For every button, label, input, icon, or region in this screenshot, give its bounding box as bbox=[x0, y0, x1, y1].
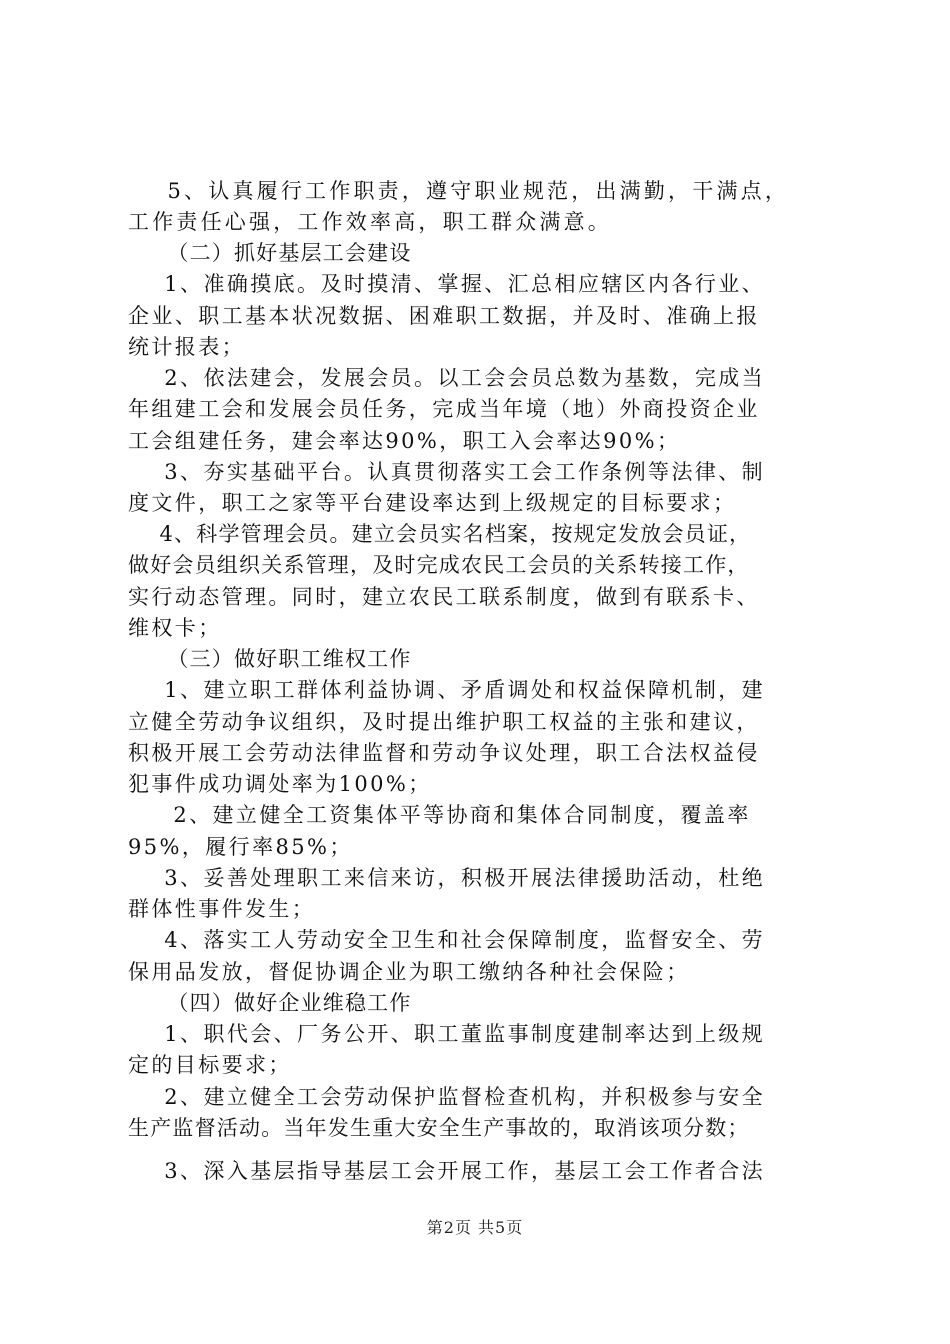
text-line: 积极开展工会劳动法律监督和劳动争议处理，职工合法权益侵 bbox=[128, 741, 760, 765]
text-line: 实行动态管理。同时，建立农民工联系制度，做到有联系卡、 bbox=[128, 585, 760, 609]
section-heading: （三）做好职工维权工作 bbox=[128, 647, 412, 671]
text-line: 立健全劳动争议组织，及时提出维护职工权益的主张和建议， bbox=[128, 710, 760, 734]
section-heading: （二）抓好基层工会建设 bbox=[128, 241, 412, 265]
text-line: 5、认真履行工作职责，遵守职业规范，出满勤，干满点， bbox=[128, 179, 790, 203]
text-line: 工作责任心强，工作效率高，职工群众满意。 bbox=[128, 210, 612, 234]
text-line: 2、建立健全工资集体平等协商和集体合同制度，覆盖率 bbox=[128, 803, 751, 827]
text-line: 2、建立健全工会劳动保护监督检查机构，并积极参与安全 bbox=[128, 1085, 766, 1109]
text-line: 3、妥善处理职工来信来访，积极开展法律援助活动，杜绝 bbox=[128, 866, 766, 890]
text-line: 企业、职工基本状况数据、困难职工数据，并及时、准确上报 bbox=[128, 304, 760, 328]
page-number-footer: 第2页 共5页 bbox=[426, 1218, 524, 1237]
text-line: 保用品发放，督促协调企业为职工缴纳各种社会保险； bbox=[128, 960, 690, 984]
text-line: 度文件，职工之家等平台建设率达到上级规定的目标要求； bbox=[128, 491, 737, 515]
text-line: 1、准确摸底。及时摸清、掌握、汇总相应辖区内各行业、 bbox=[128, 272, 766, 296]
text-line: 做好会员组织关系管理，及时完成农民工会员的关系转接工作， bbox=[128, 553, 750, 577]
section-heading: （四）做好企业维稳工作 bbox=[128, 991, 412, 1015]
text-line: 年组建工会和发展会员任务，完成当年境（地）外商投资企业 bbox=[128, 397, 760, 421]
text-line: 3、夯实基础平台。认真贯彻落实工会工作条例等法律、制 bbox=[128, 460, 766, 484]
text-line: 维权卡； bbox=[128, 616, 222, 640]
text-line: 95%，履行率85%； bbox=[128, 835, 353, 859]
text-line: 1、职代会、厂务公开、职工董监事制度建制率达到上级规 bbox=[128, 1022, 766, 1046]
text-line: 定的目标要求； bbox=[128, 1053, 292, 1077]
text-line: 统计报表； bbox=[128, 335, 245, 359]
text-line: 4、科学管理会员。建立会员实名档案，按规定发放会员证， bbox=[128, 522, 752, 546]
text-line: 3、深入基层指导基层工会开展工作，基层工会工作者合法 bbox=[128, 1159, 766, 1183]
text-line: 4、落实工人劳动安全卫生和社会保障制度，监督安全、劳 bbox=[128, 928, 766, 952]
text-line: 工会组建任务，建会率达90%，职工入会率达90%； bbox=[128, 429, 681, 453]
text-line: 犯事件成功调处率为100%； bbox=[128, 772, 432, 796]
text-line: 2、依法建会，发展会员。以工会会员总数为基数，完成当 bbox=[128, 366, 766, 390]
text-line: 生产监督活动。当年发生重大安全生产事故的，取消该项分数； bbox=[128, 1116, 750, 1140]
text-line: 群体性事件发生； bbox=[128, 897, 316, 921]
text-line: 1、建立职工群体利益协调、矛盾调处和权益保障机制，建 bbox=[128, 678, 766, 702]
